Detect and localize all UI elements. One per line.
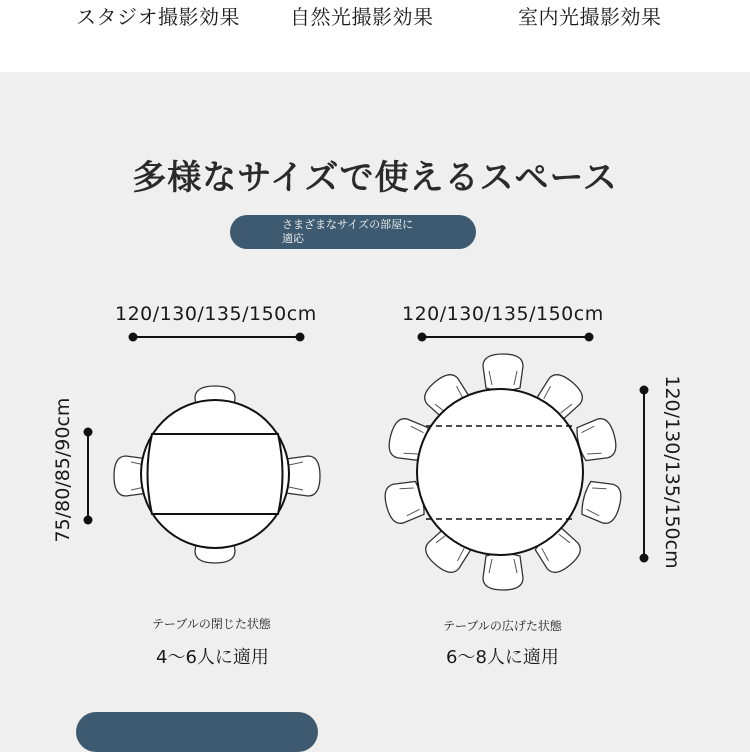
studio-lighting-label: スタジオ撮影効果 <box>76 5 240 29</box>
open-diameter-dimension-line <box>640 386 649 563</box>
closed-depth-dimension-line <box>84 428 93 525</box>
open-table-top <box>417 389 583 555</box>
closed-table-top <box>141 400 289 548</box>
closed-table-depth-label: 75/80/85/90cm <box>52 397 74 543</box>
section-title: 多様なサイズで使えるスペース <box>132 158 618 198</box>
closed-seating-capacity: 4〜6人に適用 <box>156 647 269 668</box>
open-table-diameter-label: 120/130/135/150cm <box>661 375 683 569</box>
closed-state-label: テーブルの閉じた状態 <box>152 617 271 631</box>
next-section-badge <box>76 712 318 752</box>
open-table-width-label: 120/130/135/150cm <box>402 303 604 325</box>
open-width-dimension-line <box>418 333 594 342</box>
closed-width-dimension-line <box>129 333 305 342</box>
open-state-label: テーブルの広げた状態 <box>443 619 562 633</box>
closed-table-width-label: 120/130/135/150cm <box>115 303 317 325</box>
indoor-light-label: 室内光撮影効果 <box>518 5 662 29</box>
natural-light-label: 自然光撮影効果 <box>290 5 434 29</box>
open-seating-capacity: 6〜8人に適用 <box>446 647 559 668</box>
room-size-badge-text: さまざまなサイズの部屋に適応 <box>282 218 414 245</box>
